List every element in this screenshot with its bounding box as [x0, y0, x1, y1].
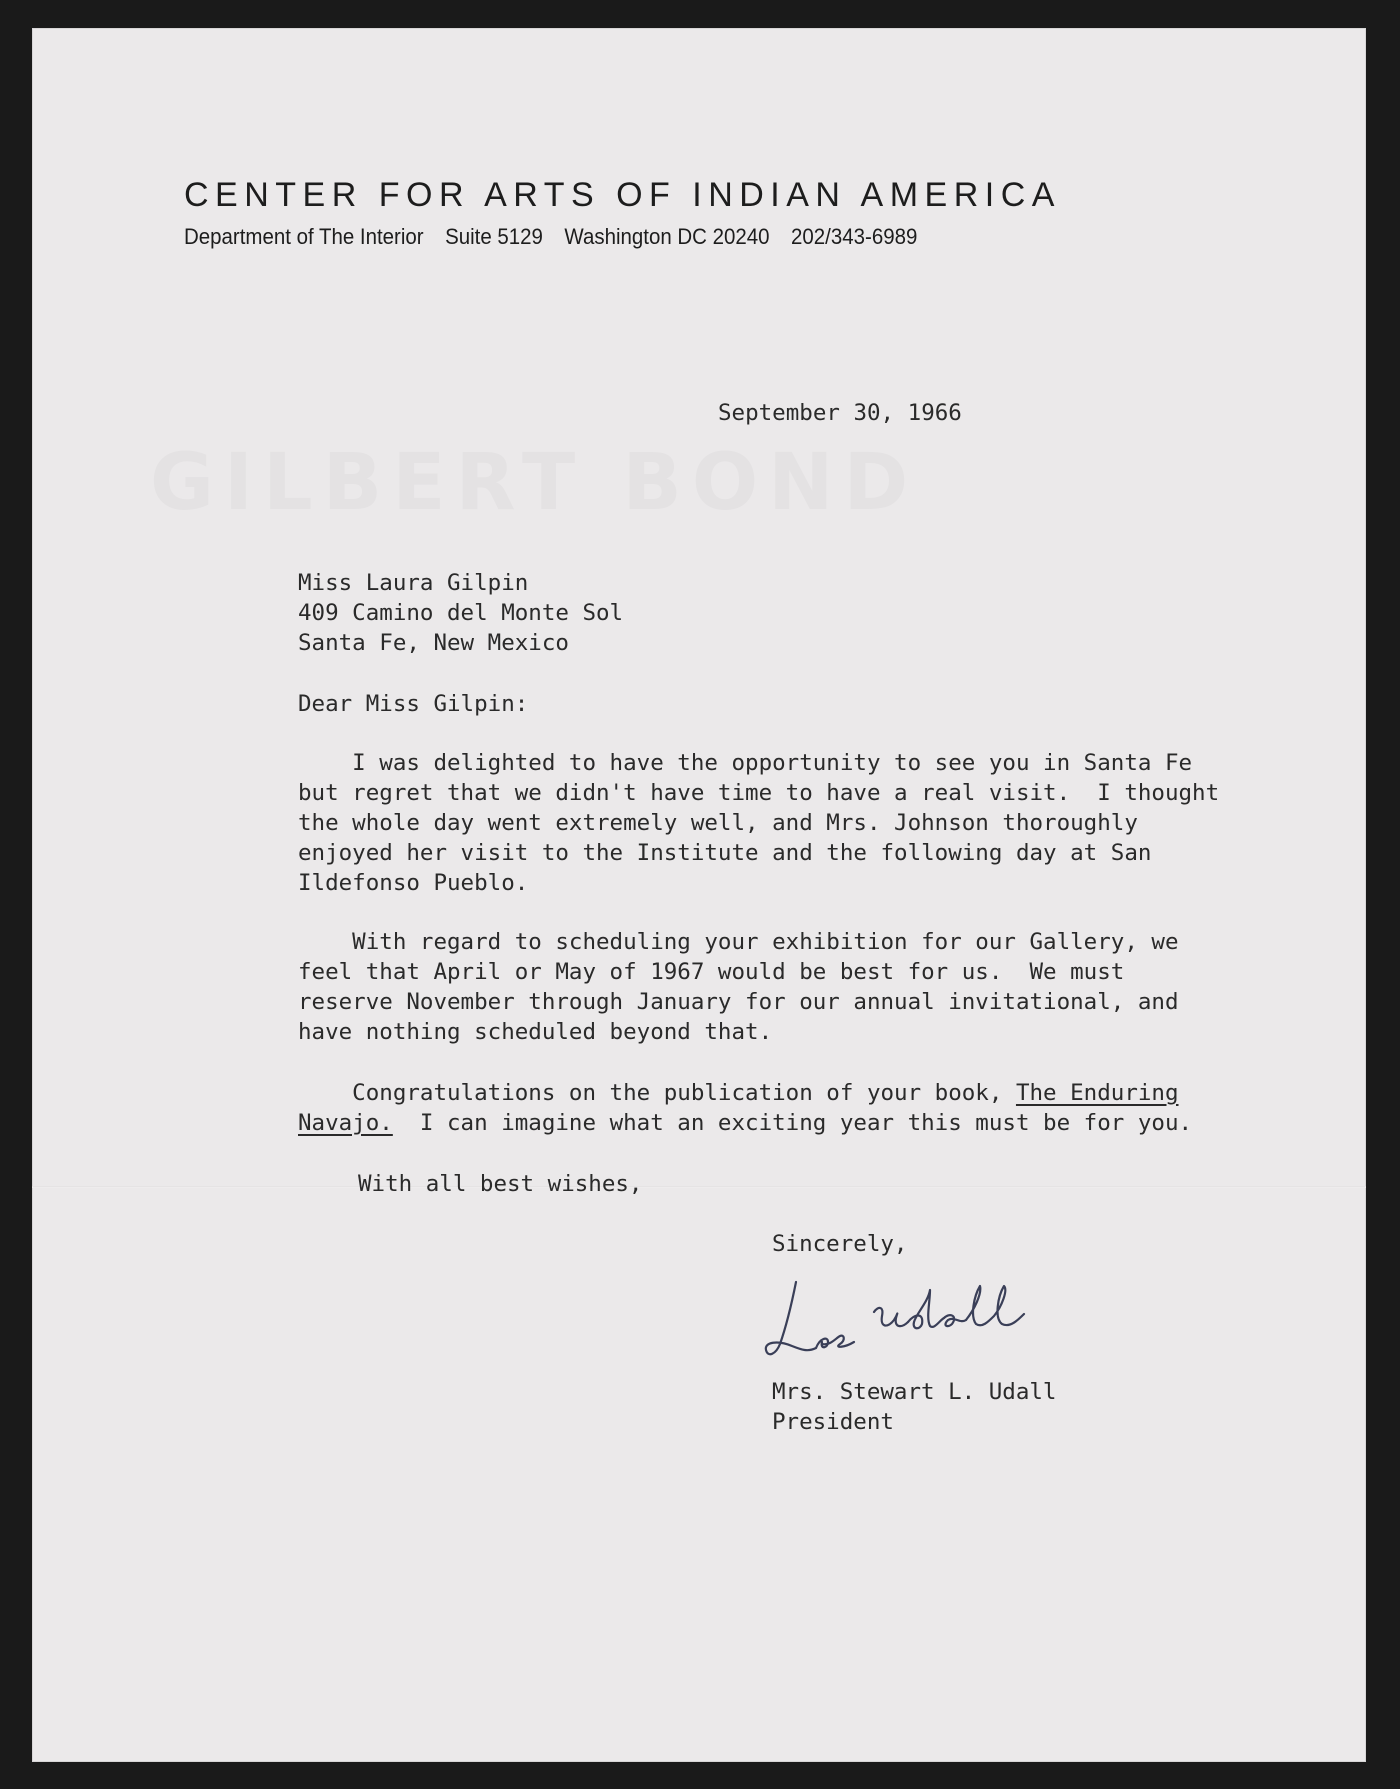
- paragraph-line: [298, 1078, 1192, 1108]
- paragraph-line: reserve November through January for our annual invitational, and: [298, 989, 1179, 1015]
- paragraph-3: [298, 1078, 1192, 1138]
- salutation: Dear Miss Gilpin:: [298, 691, 529, 717]
- recipient-address: [298, 568, 623, 658]
- letterhead-phone: 202/343-6989: [791, 224, 918, 249]
- paragraph-text: I can imagine what an exciting year this must be for you.: [392, 1110, 1193, 1136]
- paragraph-line: [298, 1108, 1192, 1138]
- signer-name: Mrs. Stewart L. Udall: [772, 1379, 1057, 1405]
- recipient-line: Santa Fe, New Mexico: [298, 630, 569, 656]
- paragraph-line: With regard to scheduling your exhibition for our Gallery, we: [298, 929, 1179, 955]
- handwritten-signature: [762, 1272, 1062, 1368]
- recipient-line: Miss Laura Gilpin: [298, 570, 529, 596]
- paragraph-line: Ildefonso Pueblo.: [298, 870, 529, 896]
- paragraph-2: [298, 927, 1179, 1047]
- recipient-line: 409 Camino del Monte Sol: [298, 600, 624, 626]
- paragraph-line: feel that April or May of 1967 would be best for us. We must: [298, 959, 1125, 985]
- book-title: The Enduring: [1015, 1080, 1179, 1106]
- letterhead-title: CENTER FOR ARTS OF INDIAN AMERICA: [184, 176, 1061, 214]
- letterhead-city: Washington DC 20240: [564, 224, 770, 249]
- bleed-through-text: GILBERT BOND: [150, 438, 919, 528]
- paragraph-line: enjoyed her visit to the Institute and the following day at San: [298, 840, 1152, 866]
- book-title: Navajo.: [298, 1110, 393, 1136]
- letterhead-suite: Suite 5129: [445, 224, 543, 249]
- paragraph-text: Congratulations on the publication of your book,: [298, 1080, 1016, 1106]
- sign-off: Sincerely,: [772, 1231, 908, 1257]
- closing-line: With all best wishes,: [358, 1171, 643, 1197]
- signer-block: [772, 1377, 1056, 1437]
- letterhead-address: [184, 224, 933, 250]
- letterhead-department: Department of The Interior: [184, 224, 424, 249]
- signer-title: President: [772, 1409, 894, 1435]
- paragraph-line: I was delighted to have the opportunity to see you in Santa Fe: [298, 750, 1193, 776]
- paragraph-line: but regret that we didn't have time to have a real visit. I thought: [298, 780, 1220, 806]
- paragraph-line: the whole day went extremely well, and Mrs. Johnson thoroughly: [298, 810, 1138, 836]
- fold-line: [32, 1186, 1366, 1188]
- letter-page: [32, 28, 1366, 1762]
- paragraph-1: [298, 748, 1219, 898]
- letter-date: September 30, 1966: [718, 400, 962, 426]
- paragraph-line: have nothing scheduled beyond that.: [298, 1019, 773, 1045]
